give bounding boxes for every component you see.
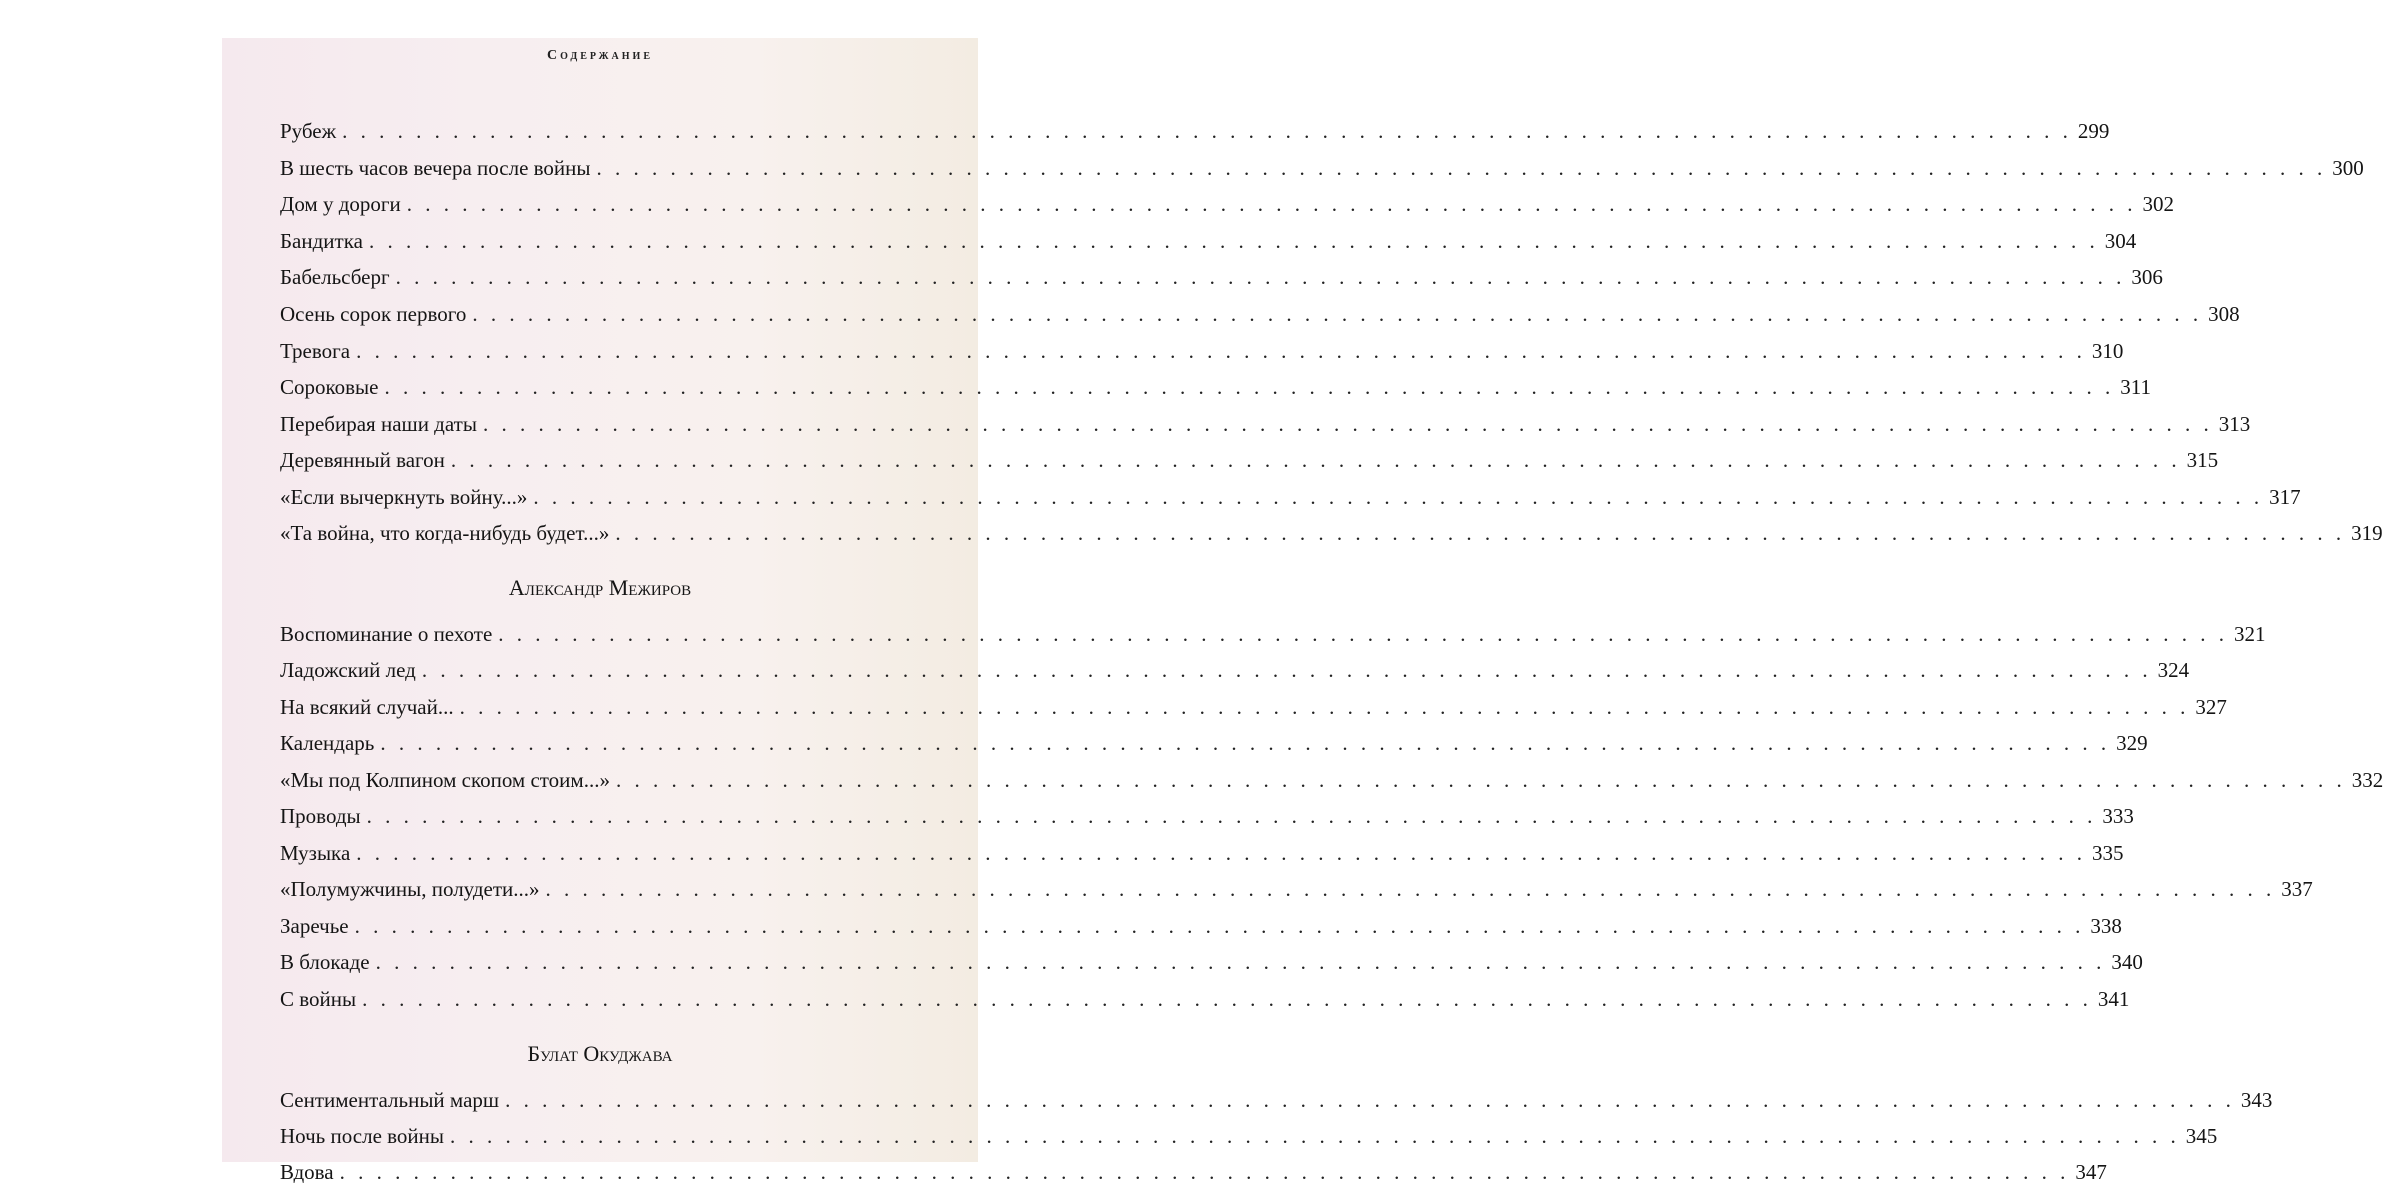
toc-entry [280, 116, 2110, 146]
toc-leader-dots [597, 153, 2327, 183]
toc-entry-page: 313 [2218, 412, 2251, 436]
toc-entry-title: Тревога [280, 339, 351, 363]
toc-entry-title: Дом у дороги [280, 192, 401, 216]
book-page [222, 38, 2383, 1184]
toc-entry [280, 911, 2122, 941]
toc-entry-page: 319 [2351, 521, 2383, 545]
toc-entry-page: 315 [2186, 448, 2219, 472]
toc-leader-dots [616, 765, 2346, 795]
toc-entry-page: 341 [2097, 987, 2130, 1011]
toc-entry [280, 409, 2251, 439]
toc-entry-page: 332 [2351, 768, 2383, 792]
toc-leader-dots [376, 947, 2106, 977]
toc-entry-title: Заречье [280, 914, 349, 938]
toc-entry-page: 335 [2092, 841, 2124, 865]
toc-entry-title: Ночь после войны [280, 1124, 445, 1148]
page-header: Содержание [546, 48, 654, 63]
toc-entry-title: Воспоминание о пехоте [280, 622, 493, 646]
toc-leader-dots [396, 262, 2126, 292]
section-heading-author: Булат Окуджава [527, 1041, 673, 1066]
toc-leader-dots [380, 728, 2110, 758]
toc-entry [280, 226, 2137, 256]
toc-entry-title: Музыка [280, 841, 351, 865]
toc-entry [280, 984, 2130, 1014]
toc-leader-dots [342, 116, 2072, 146]
toc-entry-page: 304 [2104, 229, 2137, 253]
toc-entry [280, 299, 2240, 329]
toc-entry-title: Осень сорок первого [280, 302, 467, 326]
toc-leader-dots [369, 226, 2099, 256]
toc-entry-page: 343 [2240, 1088, 2273, 1112]
toc-entry [280, 728, 2148, 758]
toc-entry [280, 765, 2383, 795]
toc-entry-title: «Полумужчины, полудети...» [280, 877, 540, 901]
toc-entry [280, 336, 2124, 366]
toc-leader-dots [533, 482, 2263, 512]
toc-entry [280, 482, 2301, 512]
toc-entry-title: «Если вычеркнуть войну...» [280, 485, 528, 509]
toc-entry-title: С войны [280, 987, 357, 1011]
toc-entry [280, 262, 2163, 292]
toc-entry-page: 317 [2269, 485, 2301, 509]
toc-entry-title: В блокаде [280, 950, 370, 974]
toc-entry [280, 619, 2266, 649]
toc-entry-title: В шесть часов вечера после войны [280, 156, 591, 180]
toc-entry [280, 655, 2190, 685]
toc-entry [280, 874, 2313, 904]
toc-entry [280, 445, 2219, 475]
toc-entry [280, 1121, 2218, 1151]
toc-entry-page: 347 [2075, 1160, 2107, 1184]
toc-entry-page: 333 [2102, 804, 2134, 828]
toc-leader-dots [505, 1085, 2235, 1115]
toc-entry [280, 1085, 2273, 1115]
toc-entry-title: Вдова [280, 1160, 334, 1184]
toc-entry-page: 306 [2131, 265, 2163, 289]
toc-leader-dots [385, 372, 2115, 402]
toc-leader-dots [362, 984, 2092, 1014]
toc-entry-title: Перебирая наши даты [280, 412, 477, 436]
toc-entry-page: 299 [2077, 119, 2110, 143]
toc-entry-page: 321 [2234, 622, 2266, 646]
toc-leader-dots [483, 409, 2213, 439]
toc-entry [280, 153, 2364, 183]
toc-leader-dots [498, 619, 2228, 649]
toc-leader-dots [367, 801, 2097, 831]
section-heading-author: Александр Межиров [508, 575, 692, 600]
toc-entry [280, 518, 2383, 548]
toc-entry-page: 329 [2116, 731, 2148, 755]
toc-entry [280, 372, 2151, 402]
toc-entry-page: 345 [2185, 1124, 2218, 1148]
toc-entry [280, 838, 2124, 868]
toc-entry-page: 340 [2111, 950, 2143, 974]
toc-leader-dots [407, 189, 2137, 219]
toc-leader-dots [615, 518, 2345, 548]
toc-entry-title: Бабельсберг [280, 265, 390, 289]
toc-entry-title: Деревянный вагон [280, 448, 445, 472]
toc-leader-dots [340, 1157, 2070, 1187]
toc-leader-dots [422, 655, 2152, 685]
toc-entry-title: Бандитка [280, 229, 363, 253]
toc-entry-page: 302 [2142, 192, 2174, 216]
toc-entry-page: 338 [2090, 914, 2122, 938]
toc-entry [280, 189, 2174, 219]
toc-entry-title: Сороковые [280, 375, 379, 399]
toc-entry-page: 300 [2332, 156, 2364, 180]
toc-entry [280, 947, 2143, 977]
toc-entry-page: 311 [2120, 375, 2151, 399]
toc-entry [280, 1157, 2107, 1187]
toc-entry-page: 327 [2195, 695, 2227, 719]
toc-leader-dots [355, 911, 2085, 941]
toc-leader-dots [451, 445, 2181, 475]
toc-entry-title: Проводы [280, 804, 361, 828]
toc-leader-dots [460, 692, 2190, 722]
toc-entry-title: На всякий случай... [280, 695, 454, 719]
toc-leader-dots [472, 299, 2202, 329]
toc-entry-page: 308 [2208, 302, 2240, 326]
toc-leader-dots [356, 336, 2086, 366]
toc-entry-title: Календарь [280, 731, 375, 755]
toc-entry-page: 310 [2091, 339, 2124, 363]
toc-entry-title: Ладожский лед [280, 658, 416, 682]
toc-leader-dots [546, 874, 2276, 904]
toc-entry-title: «Мы под Колпином скопом стоим...» [280, 768, 610, 792]
toc-entry-page: 324 [2157, 658, 2190, 682]
toc-entry [280, 692, 2227, 722]
toc-entry-title: Рубеж [280, 119, 337, 143]
toc-leader-dots [356, 838, 2086, 868]
toc-entry [280, 801, 2134, 831]
toc-leader-dots [450, 1121, 2180, 1151]
toc-entry-title: «Та война, что когда-нибудь будет...» [280, 521, 610, 545]
toc-entry-page: 337 [2281, 877, 2313, 901]
toc-entry-title: Сентиментальный марш [280, 1088, 500, 1112]
